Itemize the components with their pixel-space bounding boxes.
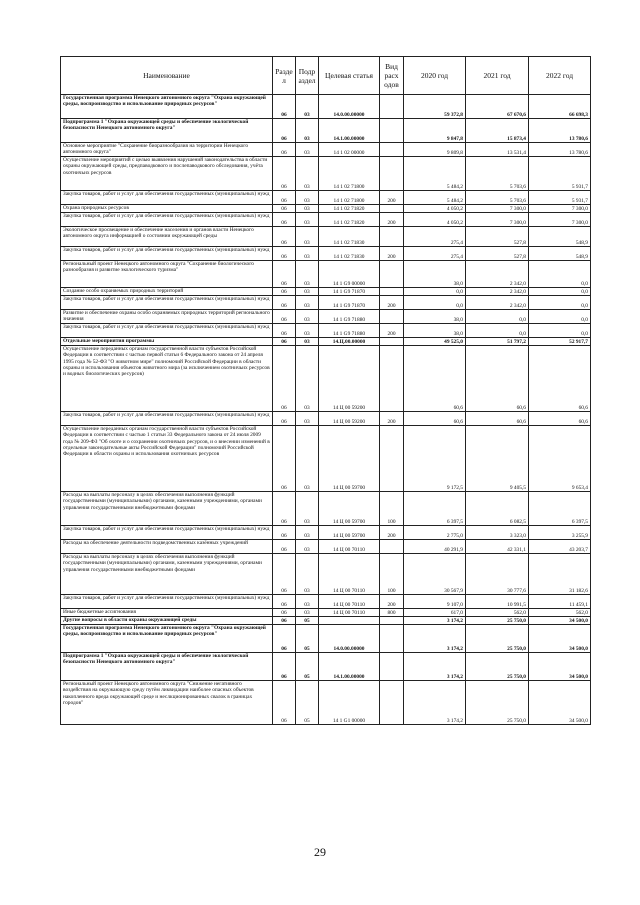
cell-name: Экологическое просвещение и обеспечение населения и органов власти Ненецкого автономного округа информацией о состоянии окружающей среды — [61, 227, 273, 247]
cell-vid: 200 — [380, 213, 404, 227]
table-row — [61, 247, 591, 261]
cell-podrazdel: 03 — [296, 412, 319, 426]
cell-2021: 0,0 — [466, 310, 529, 324]
cell-2020: 38,0 — [404, 324, 466, 338]
table-row — [61, 213, 591, 227]
cell-2022: 9 653,4 — [529, 426, 591, 492]
cell-razdel: 06 — [273, 213, 296, 227]
table-row — [61, 157, 591, 191]
cell-vid: 100 — [380, 492, 404, 526]
cell-name: Другие вопросы в области охраны окружающей среды — [61, 617, 273, 625]
cell-2020: 3 174,2 — [404, 625, 466, 653]
cell-target: 14 1 02 71830 — [319, 227, 380, 247]
cell-vid — [380, 653, 404, 681]
cell-name: Подпрограмма 1 "Охрана окружающей среды и обеспечение экологической безопасности Ненецкого автономного округа" — [61, 119, 273, 143]
cell-2022: 11 459,1 — [529, 595, 591, 609]
budget-table — [60, 56, 591, 725]
cell-target: 14 Ц 00 59700 — [319, 426, 380, 492]
cell-vid: 200 — [380, 412, 404, 426]
cell-podrazdel: 05 — [296, 617, 319, 625]
cell-vid: 200 — [380, 595, 404, 609]
table-row — [61, 338, 591, 346]
cell-podrazdel: 03 — [296, 296, 319, 310]
table-row — [61, 143, 591, 157]
cell-razdel: 06 — [273, 247, 296, 261]
cell-2022: 0,0 — [529, 324, 591, 338]
cell-name: Закупка товаров, работ и услуг для обеспечения государственных (муниципальных) нужд — [61, 595, 273, 609]
cell-2021: 10 991,5 — [466, 595, 529, 609]
cell-2021: 6 082,5 — [466, 492, 529, 526]
cell-name: Закупка товаров, работ и услуг для обеспечения государственных (муниципальных) нужд — [61, 213, 273, 227]
cell-target: 14 1 G9 00000 — [319, 261, 380, 288]
cell-razdel: 06 — [273, 346, 296, 412]
cell-podrazdel: 03 — [296, 338, 319, 346]
cell-target: 14 Ц 00 59700 — [319, 492, 380, 526]
cell-podrazdel: 03 — [296, 526, 319, 540]
cell-2022: 43 203,7 — [529, 540, 591, 554]
cell-2020: 40 291,9 — [404, 540, 466, 554]
cell-target: 14 1 02 71820 — [319, 213, 380, 227]
header-razdel: Разде л — [273, 57, 296, 95]
cell-name: Расходы на выплаты персоналу в целях обеспечения выполнения функций государственными (муниципальными) органами, казенными учреждениями, органами управления государственными внебюджетными фондами — [61, 492, 273, 526]
table-row — [61, 492, 591, 526]
cell-2022: 7 300,0 — [529, 213, 591, 227]
cell-podrazdel: 05 — [296, 653, 319, 681]
cell-razdel: 06 — [273, 191, 296, 205]
cell-target: 14 Ц 00 70110 — [319, 540, 380, 554]
cell-2021: 7 300,0 — [466, 205, 529, 213]
cell-vid — [380, 346, 404, 412]
cell-name: Закупка товаров, работ и услуг для обеспечения государственных (муниципальных) нужд — [61, 191, 273, 205]
cell-razdel: 06 — [273, 426, 296, 492]
table-row — [61, 310, 591, 324]
cell-2021: 25 750,0 — [466, 681, 529, 725]
header-podrazdel: Подр аздел — [296, 57, 319, 95]
cell-2020: 5 484,2 — [404, 191, 466, 205]
cell-target: 14 1 02 71820 — [319, 205, 380, 213]
cell-vid: 200 — [380, 526, 404, 540]
cell-2020: 9 172,5 — [404, 426, 466, 492]
table-row — [61, 426, 591, 492]
cell-2020: 275,4 — [404, 227, 466, 247]
header-vid: Вид расх одов — [380, 57, 404, 95]
cell-2022: 13 780,6 — [529, 143, 591, 157]
cell-name: Осуществление переданных органам государственной власти субъектов Российской Федерации в соответствии с частью первой статьи 6 Федерального закона от 24 апреля 1995 года № 52-ФЗ "О животном мире" полномочий Российской Федерации в области охраны и использования объектов животного мира (за исключением охотничьих ресурсов и водных биологических ресурсов) — [61, 346, 273, 412]
cell-podrazdel: 03 — [296, 213, 319, 227]
cell-podrazdel: 03 — [296, 540, 319, 554]
cell-vid: 200 — [380, 296, 404, 310]
cell-vid: 800 — [380, 609, 404, 617]
cell-name: Закупка товаров, работ и услуг для обеспечения государственных (муниципальных) нужд — [61, 526, 273, 540]
cell-podrazdel: 03 — [296, 227, 319, 247]
table-row — [61, 653, 591, 681]
cell-vid — [380, 227, 404, 247]
cell-name: Осуществление переданных органам государственной власти субъектов Российской Федерации в соответствии с частью 1 статьи 33 Федерального закона от 24 июля 2009 года № 209-ФЗ "Об охоте и о сохранении охотничьих ресурсов, и о внесении изменений в отдельные законодательные акты Российской Федерации" полномочий Российской Федерации в области охраны и использования охотничьих ресурсов — [61, 426, 273, 492]
cell-podrazdel: 03 — [296, 95, 319, 119]
cell-2022: 6 397,5 — [529, 492, 591, 526]
cell-2020: 2 775,0 — [404, 526, 466, 540]
cell-target: 14 1 G9 71880 — [319, 324, 380, 338]
cell-vid — [380, 95, 404, 119]
table-row — [61, 412, 591, 426]
cell-podrazdel: 05 — [296, 681, 319, 725]
cell-2021: 5 703,6 — [466, 157, 529, 191]
cell-name: Государственная программа Ненецкого автономного округа "Охрана окружающей среды, воспроизводство и использование природных ресурсов" — [61, 625, 273, 653]
cell-razdel: 06 — [273, 310, 296, 324]
cell-vid — [380, 261, 404, 288]
cell-2022: 34 500,0 — [529, 653, 591, 681]
cell-podrazdel: 03 — [296, 346, 319, 412]
cell-vid — [380, 426, 404, 492]
cell-name: Создание особо охраняемых природных территорий — [61, 288, 273, 296]
cell-2022: 66 698,3 — [529, 95, 591, 119]
cell-target: 14 1 G9 71870 — [319, 296, 380, 310]
cell-vid — [380, 205, 404, 213]
cell-razdel: 06 — [273, 653, 296, 681]
cell-vid — [380, 288, 404, 296]
cell-podrazdel: 03 — [296, 426, 319, 492]
header-2021: 2021 год — [466, 57, 529, 95]
cell-vid — [380, 143, 404, 157]
cell-2022: 0,0 — [529, 310, 591, 324]
cell-target: 14 1 02 00000 — [319, 143, 380, 157]
cell-podrazdel: 03 — [296, 288, 319, 296]
cell-razdel: 06 — [273, 492, 296, 526]
cell-vid — [380, 625, 404, 653]
cell-2022: 60,6 — [529, 346, 591, 412]
table-header-row — [61, 57, 591, 95]
cell-razdel: 06 — [273, 205, 296, 213]
cell-vid: 200 — [380, 324, 404, 338]
cell-2021: 5 703,6 — [466, 191, 529, 205]
cell-2020: 4 050,2 — [404, 213, 466, 227]
cell-2021: 15 873,4 — [466, 119, 529, 143]
cell-2020: 60,6 — [404, 412, 466, 426]
cell-target: 14 1 02 71800 — [319, 191, 380, 205]
cell-target: 14 1 02 71830 — [319, 247, 380, 261]
cell-2020: 59 372,8 — [404, 95, 466, 119]
cell-name: Закупка товаров, работ и услуг для обеспечения государственных (муниципальных) нужд — [61, 247, 273, 261]
cell-2020: 38,0 — [404, 310, 466, 324]
cell-vid: 200 — [380, 247, 404, 261]
cell-name: Охрана природных ресурсов — [61, 205, 273, 213]
cell-vid — [380, 157, 404, 191]
cell-2022: 548,9 — [529, 227, 591, 247]
cell-2020: 6 397,5 — [404, 492, 466, 526]
cell-target: 14 1 G9 71870 — [319, 288, 380, 296]
table-row — [61, 227, 591, 247]
cell-2022: 5 931,7 — [529, 191, 591, 205]
cell-2021: 42 331,1 — [466, 540, 529, 554]
cell-target: 14 Ц 00 59700 — [319, 526, 380, 540]
table-row — [61, 191, 591, 205]
cell-2021: 13 531,4 — [466, 143, 529, 157]
table-row — [61, 205, 591, 213]
cell-name: Иные бюджетные ассигнования — [61, 609, 273, 617]
cell-2021: 25 750,0 — [466, 653, 529, 681]
table-row — [61, 625, 591, 653]
header-name: Наименование — [61, 57, 273, 95]
cell-2020: 49 525,0 — [404, 338, 466, 346]
cell-2022: 548,9 — [529, 247, 591, 261]
cell-podrazdel: 03 — [296, 143, 319, 157]
cell-2022: 60,6 — [529, 412, 591, 426]
cell-name: Развитие и обеспечение охраны особо охраняемых природных территорий регионального значения — [61, 310, 273, 324]
cell-razdel: 06 — [273, 296, 296, 310]
cell-target: 14 1 G9 71880 — [319, 310, 380, 324]
cell-2020: 4 050,2 — [404, 205, 466, 213]
cell-2021: 25 750,0 — [466, 625, 529, 653]
cell-name: Закупка товаров, работ и услуг для обеспечения государственных (муниципальных) нужд — [61, 324, 273, 338]
cell-2022: 0,0 — [529, 296, 591, 310]
cell-2021: 7 300,0 — [466, 213, 529, 227]
cell-podrazdel: 03 — [296, 261, 319, 288]
table-row — [61, 681, 591, 725]
cell-name: Закупка товаров, работ и услуг для обеспечения государственных (муниципальных) нужд — [61, 412, 273, 426]
cell-podrazdel: 03 — [296, 554, 319, 595]
cell-target: 14.1.00.00000 — [319, 653, 380, 681]
cell-2020: 275,4 — [404, 247, 466, 261]
cell-name: Отдельные мероприятия программы — [61, 338, 273, 346]
cell-target: 14.1.00.00000 — [319, 119, 380, 143]
cell-razdel: 06 — [273, 157, 296, 191]
cell-name: Осуществление мероприятий с целью выявления нарушений законодательства в области охраны окружающей среды, предпаводкового и послепаводкового обследования, учёта охотничьих ресурсов — [61, 157, 273, 191]
cell-name: Государственная программа Ненецкого автономного округа "Охрана окружающей среды, воспроизводство и использование природных ресурсов" — [61, 95, 273, 119]
cell-target: 14.0.00.00000 — [319, 625, 380, 653]
cell-podrazdel: 03 — [296, 310, 319, 324]
cell-2020: 0,0 — [404, 296, 466, 310]
cell-target: 14 Ц 00 59200 — [319, 412, 380, 426]
cell-2022: 31 182,6 — [529, 554, 591, 595]
cell-2021: 3 323,0 — [466, 526, 529, 540]
cell-2020: 60,6 — [404, 346, 466, 412]
cell-podrazdel: 03 — [296, 191, 319, 205]
cell-razdel: 06 — [273, 95, 296, 119]
cell-vid — [380, 617, 404, 625]
table-row — [61, 296, 591, 310]
table-row — [61, 288, 591, 296]
cell-2021: 527,8 — [466, 227, 529, 247]
cell-2021: 51 797,2 — [466, 338, 529, 346]
cell-2021: 527,8 — [466, 247, 529, 261]
cell-podrazdel: 03 — [296, 324, 319, 338]
cell-2020: 617,0 — [404, 609, 466, 617]
table-row — [61, 554, 591, 595]
cell-2022: 7 300,0 — [529, 205, 591, 213]
cell-target: 14 1 02 71800 — [319, 157, 380, 191]
table-row — [61, 119, 591, 143]
cell-2021: 2 342,0 — [466, 288, 529, 296]
cell-razdel: 06 — [273, 625, 296, 653]
cell-razdel: 06 — [273, 324, 296, 338]
cell-podrazdel: 03 — [296, 205, 319, 213]
cell-2021: 0,0 — [466, 324, 529, 338]
cell-razdel: 06 — [273, 143, 296, 157]
cell-name: Расходы на обеспечение деятельности подведомственных казённых учреждений — [61, 540, 273, 554]
cell-2022: 5 931,7 — [529, 157, 591, 191]
cell-name: Региональный проект Ненецкого автономного округа "Сохранение биологического разнообразия и развитие экологического туризма" — [61, 261, 273, 288]
header-target: Целевая статья — [319, 57, 380, 95]
cell-razdel: 06 — [273, 288, 296, 296]
cell-2020: 38,0 — [404, 261, 466, 288]
cell-name: Расходы на выплаты персоналу в целях обеспечения выполнения функций государственными (муниципальными) органами, казенными учреждениями, органами управления государственными внебюджетными фондами — [61, 554, 273, 595]
cell-2022: 34 500,0 — [529, 681, 591, 725]
cell-razdel: 06 — [273, 261, 296, 288]
cell-2022: 0,0 — [529, 261, 591, 288]
cell-podrazdel: 03 — [296, 119, 319, 143]
cell-razdel: 06 — [273, 338, 296, 346]
cell-razdel: 06 — [273, 526, 296, 540]
cell-razdel: 06 — [273, 595, 296, 609]
cell-name: Основное мероприятие "Сохранение биоразнообразия на территории Ненецкого автономного округа" — [61, 143, 273, 157]
cell-2020: 9 809,8 — [404, 143, 466, 157]
cell-2020: 3 174,2 — [404, 617, 466, 625]
cell-2022: 34 500,0 — [529, 625, 591, 653]
table-row — [61, 540, 591, 554]
cell-2020: 9 107,0 — [404, 595, 466, 609]
cell-vid — [380, 540, 404, 554]
cell-2022: 52 917,7 — [529, 338, 591, 346]
cell-target: 14 Ц 00 70110 — [319, 609, 380, 617]
cell-target: 14.Ц.00.00000 — [319, 338, 380, 346]
cell-2021: 25 750,0 — [466, 617, 529, 625]
cell-2021: 2 342,0 — [466, 296, 529, 310]
cell-razdel: 06 — [273, 609, 296, 617]
cell-2021: 67 670,6 — [466, 95, 529, 119]
cell-name: Региональный проект Ненецкого автономного округа "Снижение негативного воздействия на окружающую среду путём ликвидации наиболее опасных объектов накопленного вреда окружающей среде и неслкционированных свалок в границах городов" — [61, 681, 273, 725]
cell-2021: 9 405,5 — [466, 426, 529, 492]
cell-2020: 3 174,2 — [404, 681, 466, 725]
cell-vid: 200 — [380, 191, 404, 205]
cell-podrazdel: 03 — [296, 492, 319, 526]
cell-target: 14 Ц 00 70110 — [319, 595, 380, 609]
cell-target — [319, 617, 380, 625]
cell-2021: 2 342,0 — [466, 261, 529, 288]
cell-2021: 60,6 — [466, 412, 529, 426]
cell-2022: 13 780,6 — [529, 119, 591, 143]
table-row — [61, 526, 591, 540]
cell-2020: 3 174,2 — [404, 653, 466, 681]
table-row — [61, 609, 591, 617]
budget-table-page — [60, 56, 590, 725]
cell-razdel: 06 — [273, 412, 296, 426]
cell-2022: 0,0 — [529, 288, 591, 296]
table-row — [61, 95, 591, 119]
cell-podrazdel: 05 — [296, 625, 319, 653]
cell-name: Закупка товаров, работ и услуг для обеспечения государственных (муниципальных) нужд — [61, 296, 273, 310]
cell-2020: 9 847,8 — [404, 119, 466, 143]
cell-vid — [380, 681, 404, 725]
cell-podrazdel: 03 — [296, 247, 319, 261]
cell-target: 14 Ц 00 70110 — [319, 554, 380, 595]
cell-2022: 3 255,9 — [529, 526, 591, 540]
cell-razdel: 06 — [273, 227, 296, 247]
header-2020: 2020 год — [404, 57, 466, 95]
cell-2020: 30 567,9 — [404, 554, 466, 595]
cell-podrazdel: 03 — [296, 595, 319, 609]
cell-vid: 100 — [380, 554, 404, 595]
cell-podrazdel: 03 — [296, 609, 319, 617]
cell-target: 14 1 G1 00000 — [319, 681, 380, 725]
table-row — [61, 617, 591, 625]
cell-razdel: 06 — [273, 119, 296, 143]
cell-target: 14 Ц 00 59200 — [319, 346, 380, 412]
cell-vid — [380, 338, 404, 346]
cell-target: 14.0.00.00000 — [319, 95, 380, 119]
cell-podrazdel: 03 — [296, 157, 319, 191]
cell-name: Подпрограмма 1 "Охрана окружающей среды и обеспечение экологической безопасности Ненецкого автономного округа" — [61, 653, 273, 681]
cell-2022: 562,0 — [529, 609, 591, 617]
table-row — [61, 346, 591, 412]
cell-2021: 60,6 — [466, 346, 529, 412]
cell-2021: 562,0 — [466, 609, 529, 617]
cell-vid — [380, 310, 404, 324]
table-row — [61, 595, 591, 609]
page-number: 29 — [314, 845, 326, 859]
cell-razdel: 06 — [273, 617, 296, 625]
cell-vid — [380, 119, 404, 143]
cell-2022: 34 500,0 — [529, 617, 591, 625]
cell-razdel: 06 — [273, 681, 296, 725]
header-2022: 2022 год — [529, 57, 591, 95]
table-row — [61, 324, 591, 338]
cell-2020: 0,0 — [404, 288, 466, 296]
cell-2021: 30 777,6 — [466, 554, 529, 595]
cell-2020: 5 484,2 — [404, 157, 466, 191]
cell-razdel: 06 — [273, 540, 296, 554]
cell-razdel: 06 — [273, 554, 296, 595]
table-row — [61, 261, 591, 288]
